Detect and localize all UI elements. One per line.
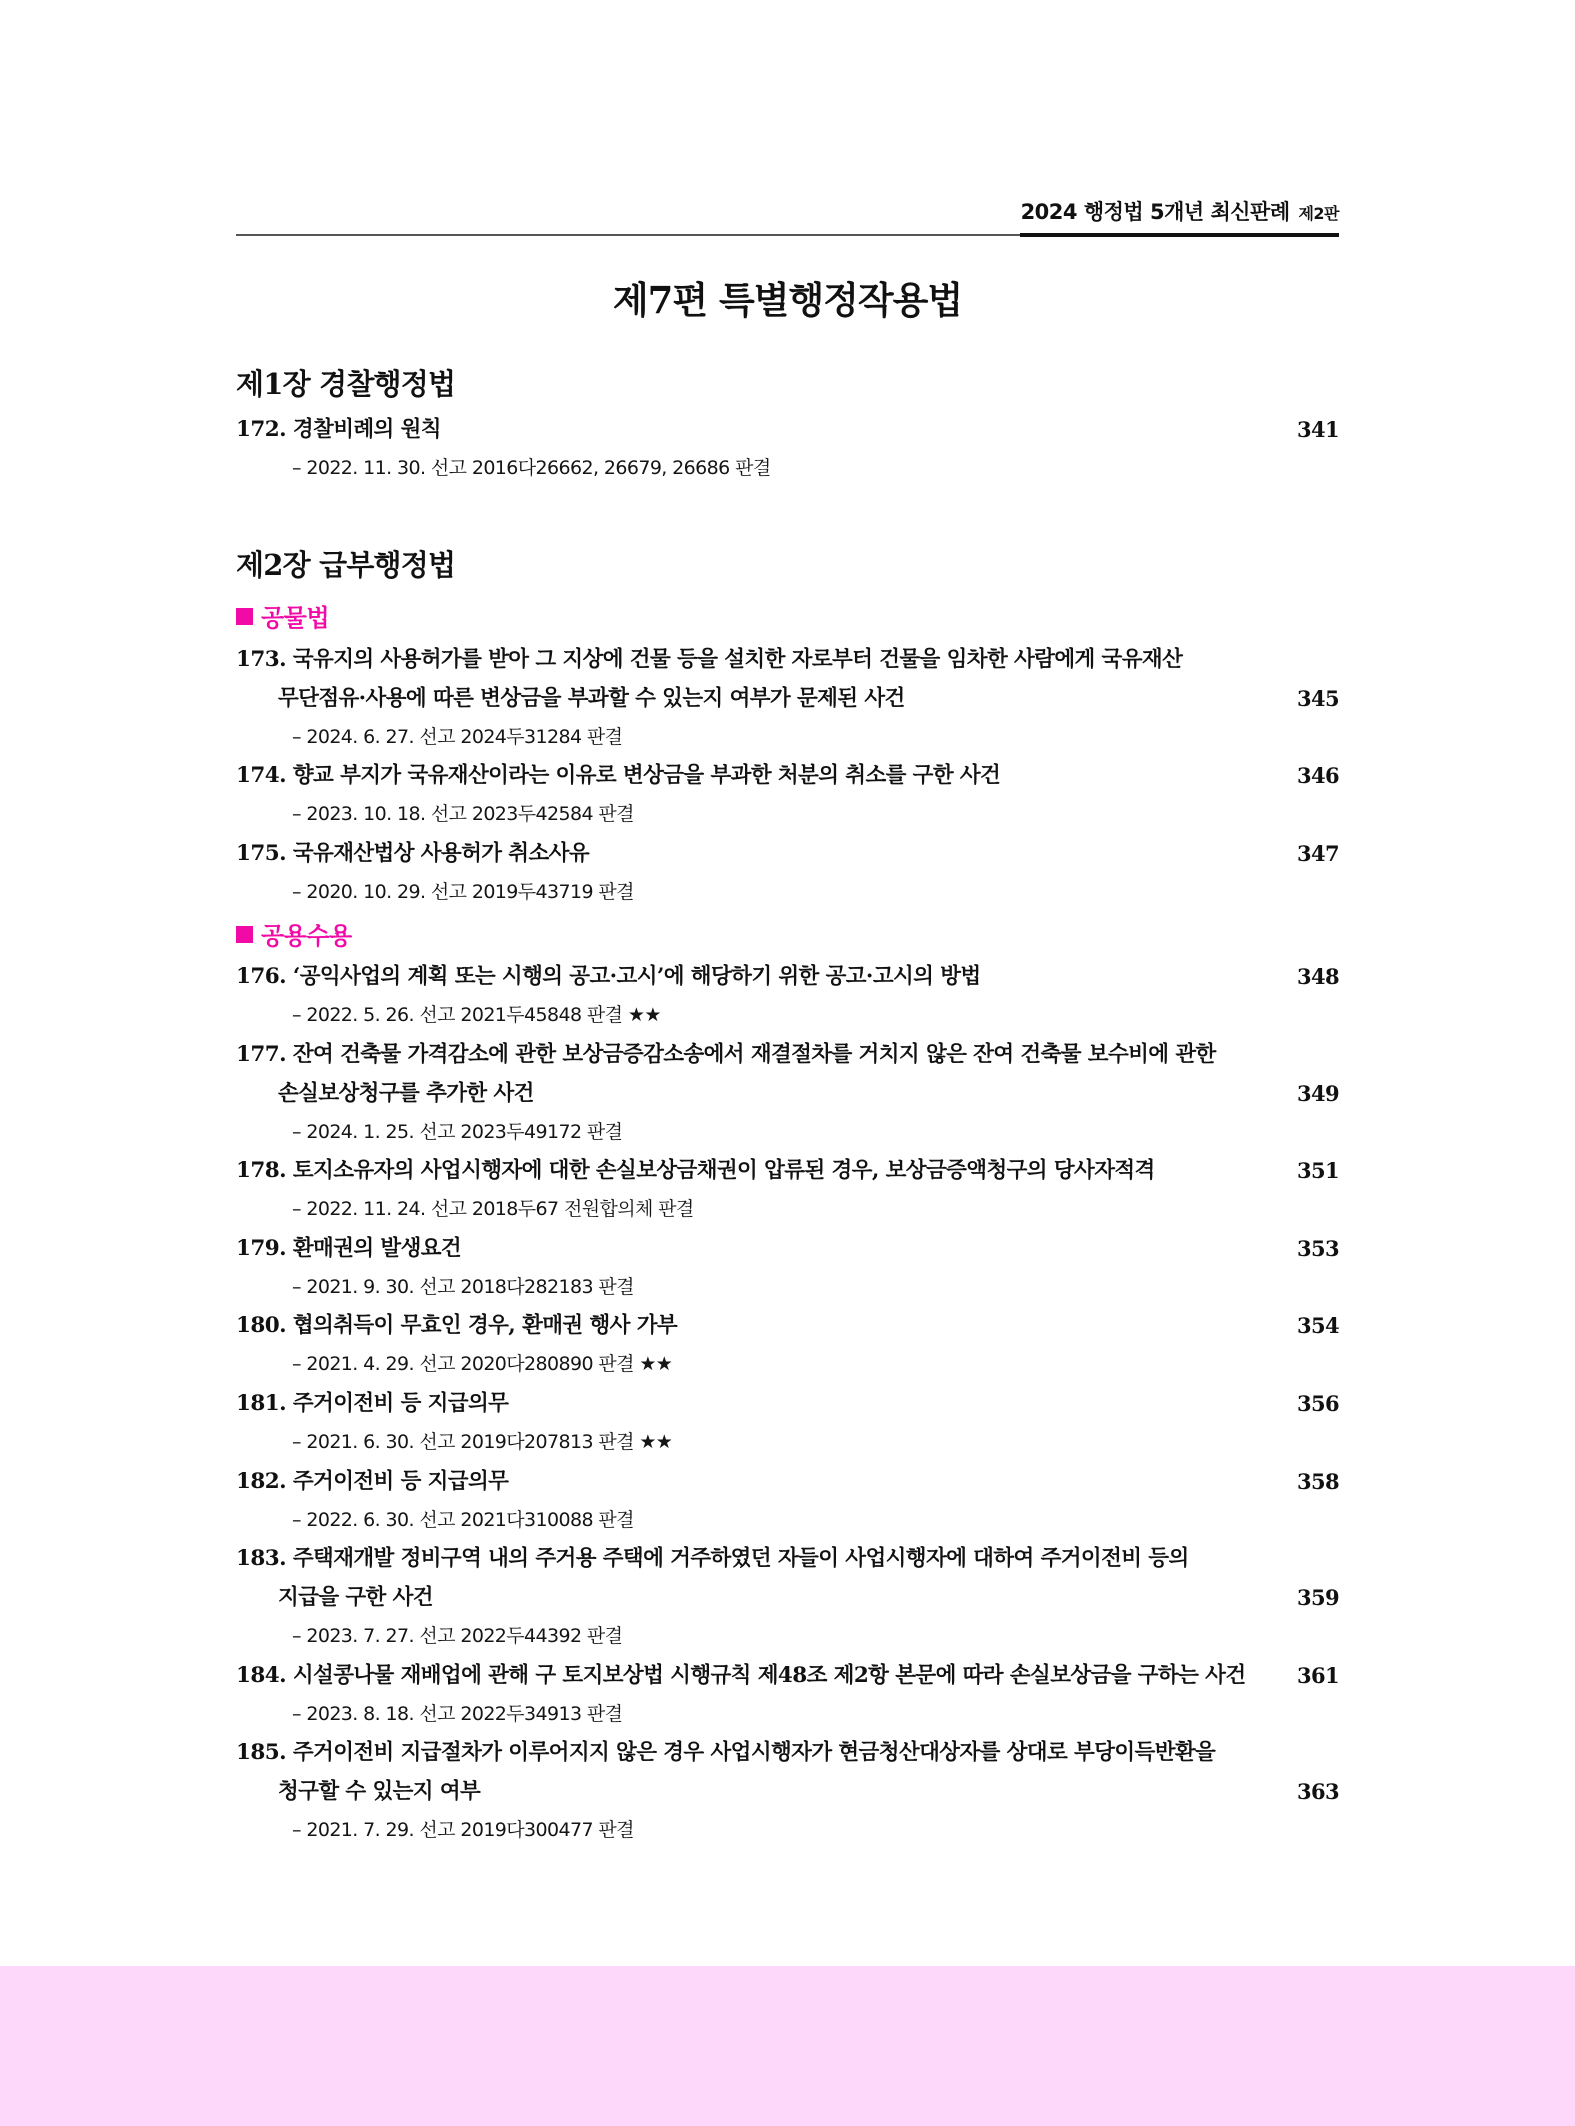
toc-entry — [236, 1462, 1339, 1539]
toc-entry — [236, 1384, 1339, 1461]
page-number: 363 — [1296, 1779, 1339, 1804]
entry-title-line — [236, 1733, 1339, 1772]
entry-title: 185. 주거이전비 지급절차가 이루어지지 않은 경우 사업시행자가 현금청산대상자를 상대로 부당이득반환을 — [236, 1740, 1216, 1765]
edition-label: 제2판 — [1298, 204, 1339, 223]
case-citation: – 2021. 4. 29. 선고 2020다280890 판결 ★★ — [292, 1353, 673, 1375]
header-rule-accent — [1020, 233, 1339, 237]
entry-title: 183. 주택재개발 정비구역 내의 주거용 주택에 거주하였던 자들이 사업시행자에 대하여 주거이전비 등의 — [236, 1546, 1189, 1571]
entry-title-line — [236, 679, 1339, 718]
page-number: 348 — [1296, 964, 1339, 989]
toc-entry — [236, 957, 1339, 1034]
entry-title: 172. 경찰비례의 원칙 — [236, 417, 441, 442]
toc-entry — [236, 640, 1339, 756]
entry-title-line — [236, 1384, 1339, 1423]
section-label-text: 공물법 — [261, 604, 330, 632]
entry-title-line — [236, 1151, 1339, 1190]
case-citation: – 2022. 11. 24. 선고 2018두67 전원합의체 판결 — [292, 1198, 694, 1220]
entry-title: 178. 토지소유자의 사업시행자에 대한 손실보상금채권이 압류된 경우, 보상금증액청구의 당사자적격 — [236, 1158, 1155, 1183]
page-number: 358 — [1296, 1469, 1339, 1494]
entry-title-line — [236, 410, 1339, 449]
entry-title: 175. 국유재산법상 사용허가 취소사유 — [236, 841, 589, 866]
case-citation: – 2024. 1. 25. 선고 2023두49172 판결 — [292, 1121, 623, 1143]
square-bullet-icon — [236, 926, 253, 943]
square-bullet-icon — [236, 608, 253, 625]
toc-entry — [236, 1539, 1339, 1655]
part-title: 제7편 특별행정작용법 — [612, 278, 963, 322]
entry-title: 173. 국유지의 사용허가를 받아 그 지상에 건물 등을 설치한 자로부터 건물을 임차한 사람에게 국유재산 — [236, 647, 1183, 672]
case-citation: – 2023. 8. 18. 선고 2022두34913 판결 — [292, 1703, 623, 1725]
entry-title: 176. ‘공익사업의 계획 또는 시행의 공고·고시’에 해당하기 위한 공고·고시의 방법 — [236, 964, 981, 989]
page-number: 353 — [1296, 1236, 1339, 1261]
page-number: 351 — [1296, 1158, 1339, 1183]
entry-title-line — [236, 1035, 1339, 1074]
chapter-heading: 제1장 경찰행정법 — [236, 367, 456, 401]
entry-title-line — [236, 1306, 1339, 1345]
entry-title: 179. 환매권의 발생요건 — [236, 1236, 462, 1261]
page-number: 359 — [1296, 1585, 1339, 1610]
running-header — [1021, 196, 1339, 226]
case-citation: – 2023. 10. 18. 선고 2023두42584 판결 — [292, 803, 634, 825]
toc-entry — [236, 1306, 1339, 1383]
entry-title-continued: 손실보상청구를 추가한 사건 — [278, 1081, 534, 1106]
section-label — [236, 598, 329, 633]
page-number: 356 — [1296, 1391, 1339, 1416]
entry-title: 182. 주거이전비 등 지급의무 — [236, 1469, 509, 1494]
page-number: 361 — [1296, 1663, 1339, 1688]
entry-title: 181. 주거이전비 등 지급의무 — [236, 1391, 509, 1416]
page-number: 346 — [1296, 763, 1339, 788]
case-citation: – 2024. 6. 27. 선고 2024두31284 판결 — [292, 726, 623, 748]
entry-title-line — [236, 1578, 1339, 1617]
chapter-heading: 제2장 급부행정법 — [236, 548, 456, 582]
entry-title-line — [236, 1539, 1339, 1578]
page-number: 349 — [1296, 1081, 1339, 1106]
toc-entry — [236, 1151, 1339, 1228]
section-label-text: 공용수용 — [261, 922, 352, 950]
toc-entry — [236, 834, 1339, 911]
toc-entry — [236, 1229, 1339, 1306]
case-citation: – 2022. 6. 30. 선고 2021다310088 판결 — [292, 1509, 634, 1531]
entry-title: 174. 향교 부지가 국유재산이라는 이유로 변상금을 부과한 처분의 취소를 구한 사건 — [236, 763, 1001, 788]
footer-band — [0, 1966, 1575, 2126]
section-label — [236, 916, 352, 951]
entry-title: 177. 잔여 건축물 가격감소에 관한 보상금증감소송에서 재결절차를 거치지 않은 잔여 건축물 보수비에 관한 — [236, 1042, 1216, 1067]
entry-title: 180. 협의취득이 무효인 경우, 환매권 행사 가부 — [236, 1313, 678, 1338]
entry-title-line — [236, 957, 1339, 996]
entry-title-line — [236, 1772, 1339, 1811]
entry-title-line — [236, 1656, 1339, 1695]
entry-title-continued: 청구할 수 있는지 여부 — [278, 1779, 481, 1804]
page-number: 354 — [1296, 1313, 1339, 1338]
entry-title-line — [236, 756, 1339, 795]
entry-title-line — [236, 1074, 1339, 1113]
case-citation: – 2021. 9. 30. 선고 2018다282183 판결 — [292, 1276, 634, 1298]
page-number: 345 — [1296, 686, 1339, 711]
case-citation: – 2021. 7. 29. 선고 2019다300477 판결 — [292, 1819, 634, 1841]
entry-title-line — [236, 1462, 1339, 1501]
entry-title-continued: 지급을 구한 사건 — [278, 1585, 433, 1610]
page-number: 341 — [1296, 417, 1339, 442]
toc-entry — [236, 1656, 1339, 1733]
book-title: 2024 행정법 5개년 최신판례 — [1020, 200, 1290, 224]
entry-title-line — [236, 640, 1339, 679]
toc-entry — [236, 1733, 1339, 1849]
case-citation: – 2022. 5. 26. 선고 2021두45848 판결 ★★ — [292, 1004, 661, 1026]
entry-title: 184. 시설콩나물 재배업에 관해 구 토지보상법 시행규칙 제48조 제2항 본문에 따라 손실보상금을 구하는 사건 — [236, 1663, 1246, 1688]
entry-title-line — [236, 1229, 1339, 1268]
toc-entry — [236, 756, 1339, 833]
entry-title-line — [236, 834, 1339, 873]
case-citation: – 2022. 11. 30. 선고 2016다26662, 26679, 26686 판결 — [292, 457, 771, 479]
case-citation: – 2020. 10. 29. 선고 2019두43719 판결 — [292, 881, 634, 903]
toc-entry — [236, 1035, 1339, 1151]
entry-title-continued: 무단점유·사용에 따른 변상금을 부과할 수 있는지 여부가 문제된 사건 — [278, 686, 905, 711]
page-number: 347 — [1296, 841, 1339, 866]
case-citation: – 2023. 7. 27. 선고 2022두44392 판결 — [292, 1625, 623, 1647]
case-citation: – 2021. 6. 30. 선고 2019다207813 판결 ★★ — [292, 1431, 673, 1453]
toc-entry — [236, 410, 1339, 487]
